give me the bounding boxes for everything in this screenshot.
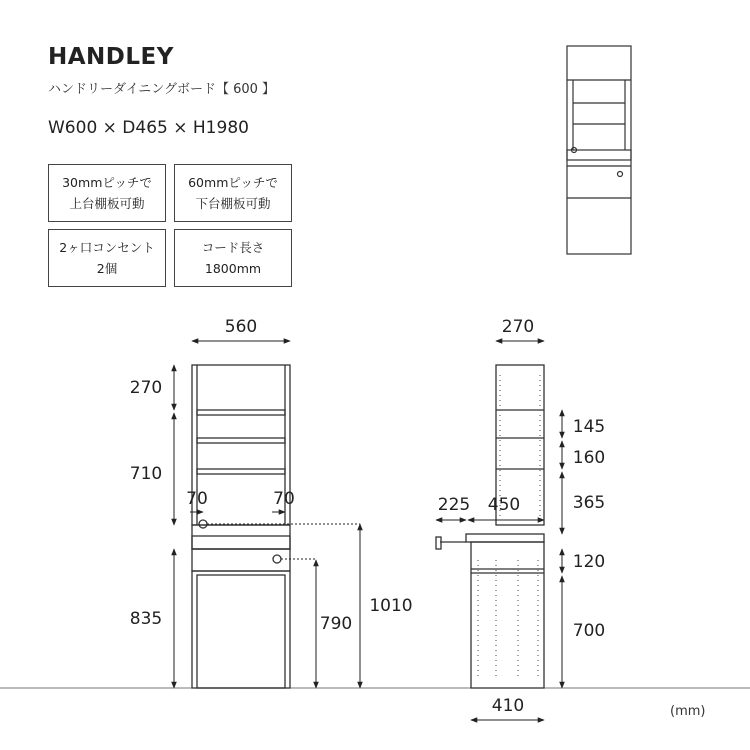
side-160-label: 160 <box>572 448 606 468</box>
side-shelf-holes <box>478 375 540 680</box>
spec-line: 2個 <box>96 261 118 276</box>
front-hutch-height-label: 710 <box>129 464 163 484</box>
spec-line: 上台棚板可動 <box>69 196 145 211</box>
side-225-label: 225 <box>437 495 471 515</box>
side-120-label: 120 <box>572 552 606 572</box>
spec-line: 60mmピッチで <box>188 175 278 190</box>
spec-line: コード長さ <box>201 240 265 255</box>
front-outlet-height-label: 790 <box>319 614 353 634</box>
thumbnail-cabinet <box>567 46 631 254</box>
side-top-depth-label: 270 <box>501 317 535 337</box>
product-title: HANDLEY <box>48 44 174 70</box>
side-dimensions <box>436 341 562 720</box>
side-145-label: 145 <box>572 417 606 437</box>
spec-line: 下台棚板可動 <box>195 196 271 211</box>
front-dimensions <box>174 341 360 688</box>
front-counter-height-label: 1010 <box>369 596 413 616</box>
spec-line: 30mmピッチで <box>62 175 152 190</box>
front-view <box>192 365 290 688</box>
side-700-label: 700 <box>572 621 606 641</box>
spec-line: 1800mm <box>204 261 262 276</box>
side-view <box>436 365 544 688</box>
side-365-label: 365 <box>572 493 606 513</box>
spec-line: 2ヶ口コンセント <box>59 240 155 255</box>
front-lower-height-label: 835 <box>129 609 163 629</box>
front-top-height-label: 270 <box>129 378 163 398</box>
side-bottom-depth-label: 410 <box>491 696 525 716</box>
front-outlet-right-label: 70 <box>273 489 295 509</box>
product-size: W600 × D465 × H1980 <box>48 118 249 138</box>
product-subtitle: ハンドリーダイニングボード【 600 】 <box>48 82 276 97</box>
front-outlet-left-label: 70 <box>186 489 208 509</box>
side-450-label: 450 <box>487 495 521 515</box>
front-width-label: 560 <box>224 317 258 337</box>
unit-label: (mm) <box>670 704 706 719</box>
